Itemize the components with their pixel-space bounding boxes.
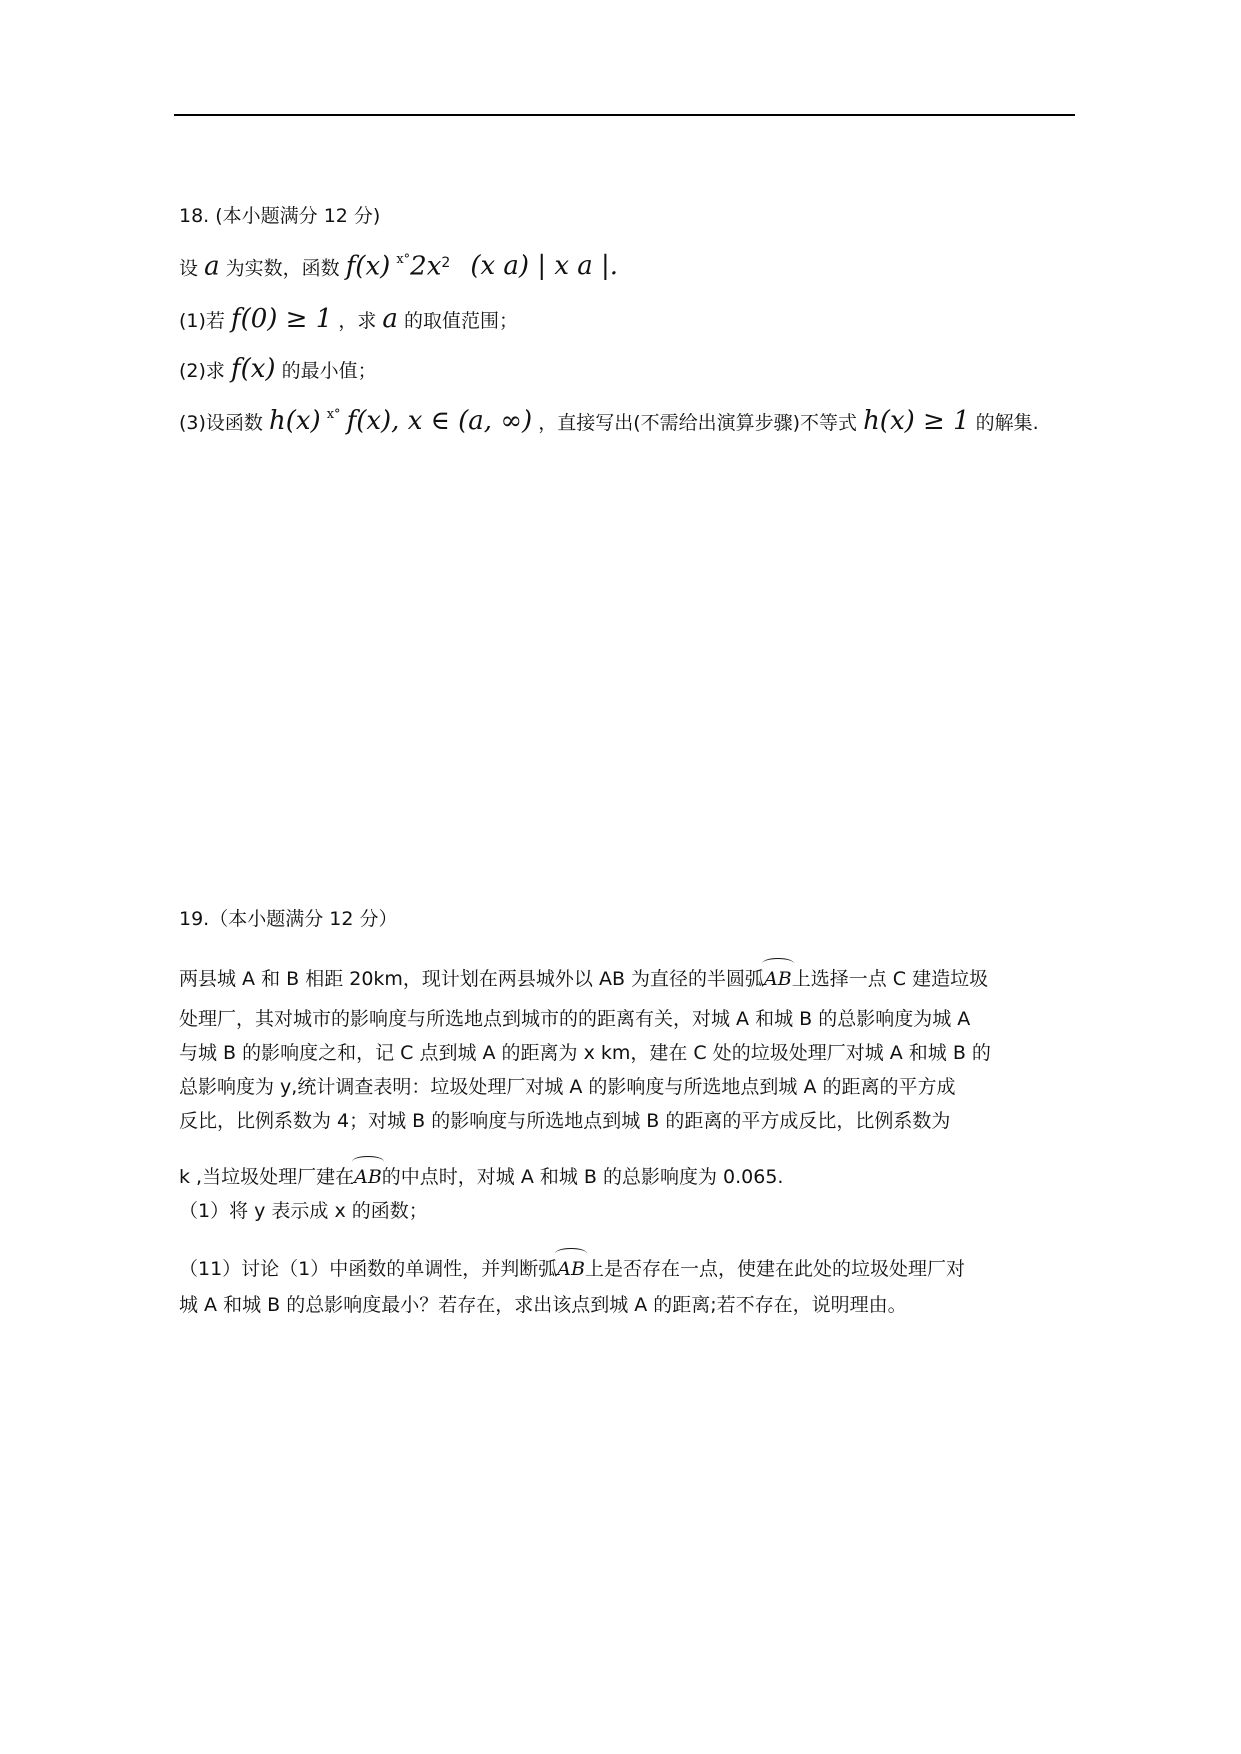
q18-intro-var: a bbox=[204, 251, 220, 282]
arc-ab-label: AB bbox=[557, 1252, 585, 1282]
q19-header: 19.（本小题满分 12 分） bbox=[179, 908, 398, 930]
q19-line5: 反比，比例系数为 4；对城 B 的影响度与所选地点到城 B 的距离的平方成反比，比例系数为 bbox=[179, 1110, 951, 1132]
q18-p3-ineq: h(x) ≥ 1 bbox=[863, 406, 970, 436]
q18-part3 bbox=[179, 408, 1039, 439]
q19-l1-b: 上选择一点 C 建造垃圾 bbox=[791, 968, 989, 990]
arc-ab-label: AB bbox=[764, 962, 792, 992]
q19-part2-cont: 城 A 和城 B 的总影响度最小？若存在，求出该点到城 A 的距离;若不存在，说明理由。 bbox=[179, 1294, 907, 1316]
q18-p2-tail: 的最小值； bbox=[281, 360, 377, 382]
q18-header: 18. (本小题满分 12 分) bbox=[179, 205, 381, 227]
header-rule bbox=[174, 114, 1075, 116]
q18-p1-label: (1)若 bbox=[179, 310, 225, 332]
q18-intro-expr-rest: (x a) | x a |. bbox=[470, 251, 619, 282]
q18-p1-expr: f(0) ≥ 1 bbox=[230, 304, 333, 334]
q19-part1: （1）将 y 表示成 x 的函数； bbox=[179, 1200, 428, 1222]
q19-line2: 处理厂，其对城市的影响度与所选地点到城市的的距离有关，对城 A 和城 B 的总影响度为城 A bbox=[179, 1008, 971, 1030]
q18-part2 bbox=[179, 356, 377, 384]
q19-line1 bbox=[179, 962, 988, 992]
q18-p1-mid: ，求 bbox=[338, 310, 377, 332]
arc-ab-label: AB bbox=[354, 1160, 382, 1190]
q18-intro-exp: 2 bbox=[441, 255, 451, 271]
q18-p3-label: (3)设函数 bbox=[179, 412, 263, 434]
q18-intro-prefix: 设 bbox=[179, 257, 199, 280]
q18-p1-var: a bbox=[382, 304, 398, 334]
q18-p3-mid: ，直接写出(不需给出演算步骤)不等式 bbox=[538, 412, 858, 434]
q18-p3-garb: x° bbox=[326, 407, 341, 422]
q19-l6-a: k ,当垃圾处理厂建在 bbox=[179, 1166, 355, 1188]
q19-l6-b: 的中点时，对城 A 和城 B 的总影响度为 0.065. bbox=[381, 1166, 784, 1188]
q18-p1-tail: 的取值范围； bbox=[403, 310, 518, 332]
q18-intro-garb: x° bbox=[396, 252, 411, 268]
q18-intro-mid: 为实数，函数 bbox=[225, 257, 340, 280]
q18-intro-expr: 2x bbox=[410, 251, 442, 282]
q18-p2-expr: f(x) bbox=[230, 354, 276, 384]
q18-p3-hx: h(x) bbox=[268, 406, 321, 436]
q18-p3-tail: 的解集. bbox=[975, 412, 1039, 434]
q19-part2 bbox=[179, 1252, 965, 1282]
q19-line4: 总影响度为 y,统计调查表明：垃圾处理厂对城 A 的影响度与所选地点到城 A 的距离的平方成 bbox=[179, 1076, 956, 1098]
q18-p2-label: (2)求 bbox=[179, 360, 225, 382]
q18-intro-fx: f(x) bbox=[345, 251, 391, 282]
q18-part1 bbox=[179, 306, 518, 334]
q19-l1-a: 两县城 A 和 B 相距 20km，现计划在两县城外以 AB 为直径的半圆弧 bbox=[179, 968, 765, 990]
q18-intro bbox=[179, 250, 618, 284]
q19-line6 bbox=[179, 1160, 783, 1190]
q19-p2-b: 上是否存在一点，使建在此处的垃圾处理厂对 bbox=[584, 1258, 965, 1280]
q19-line3: 与城 B 的影响度之和，记 C 点到城 A 的距离为 x km，建在 C 处的垃圾处理厂对城 A 和城 B 的 bbox=[179, 1042, 991, 1064]
q19-p2-a: （11）讨论（1）中函数的单调性，并判断弧 bbox=[179, 1258, 558, 1280]
q18-p3-expr: f(x), x ∈ (a, ∞) bbox=[346, 406, 533, 436]
